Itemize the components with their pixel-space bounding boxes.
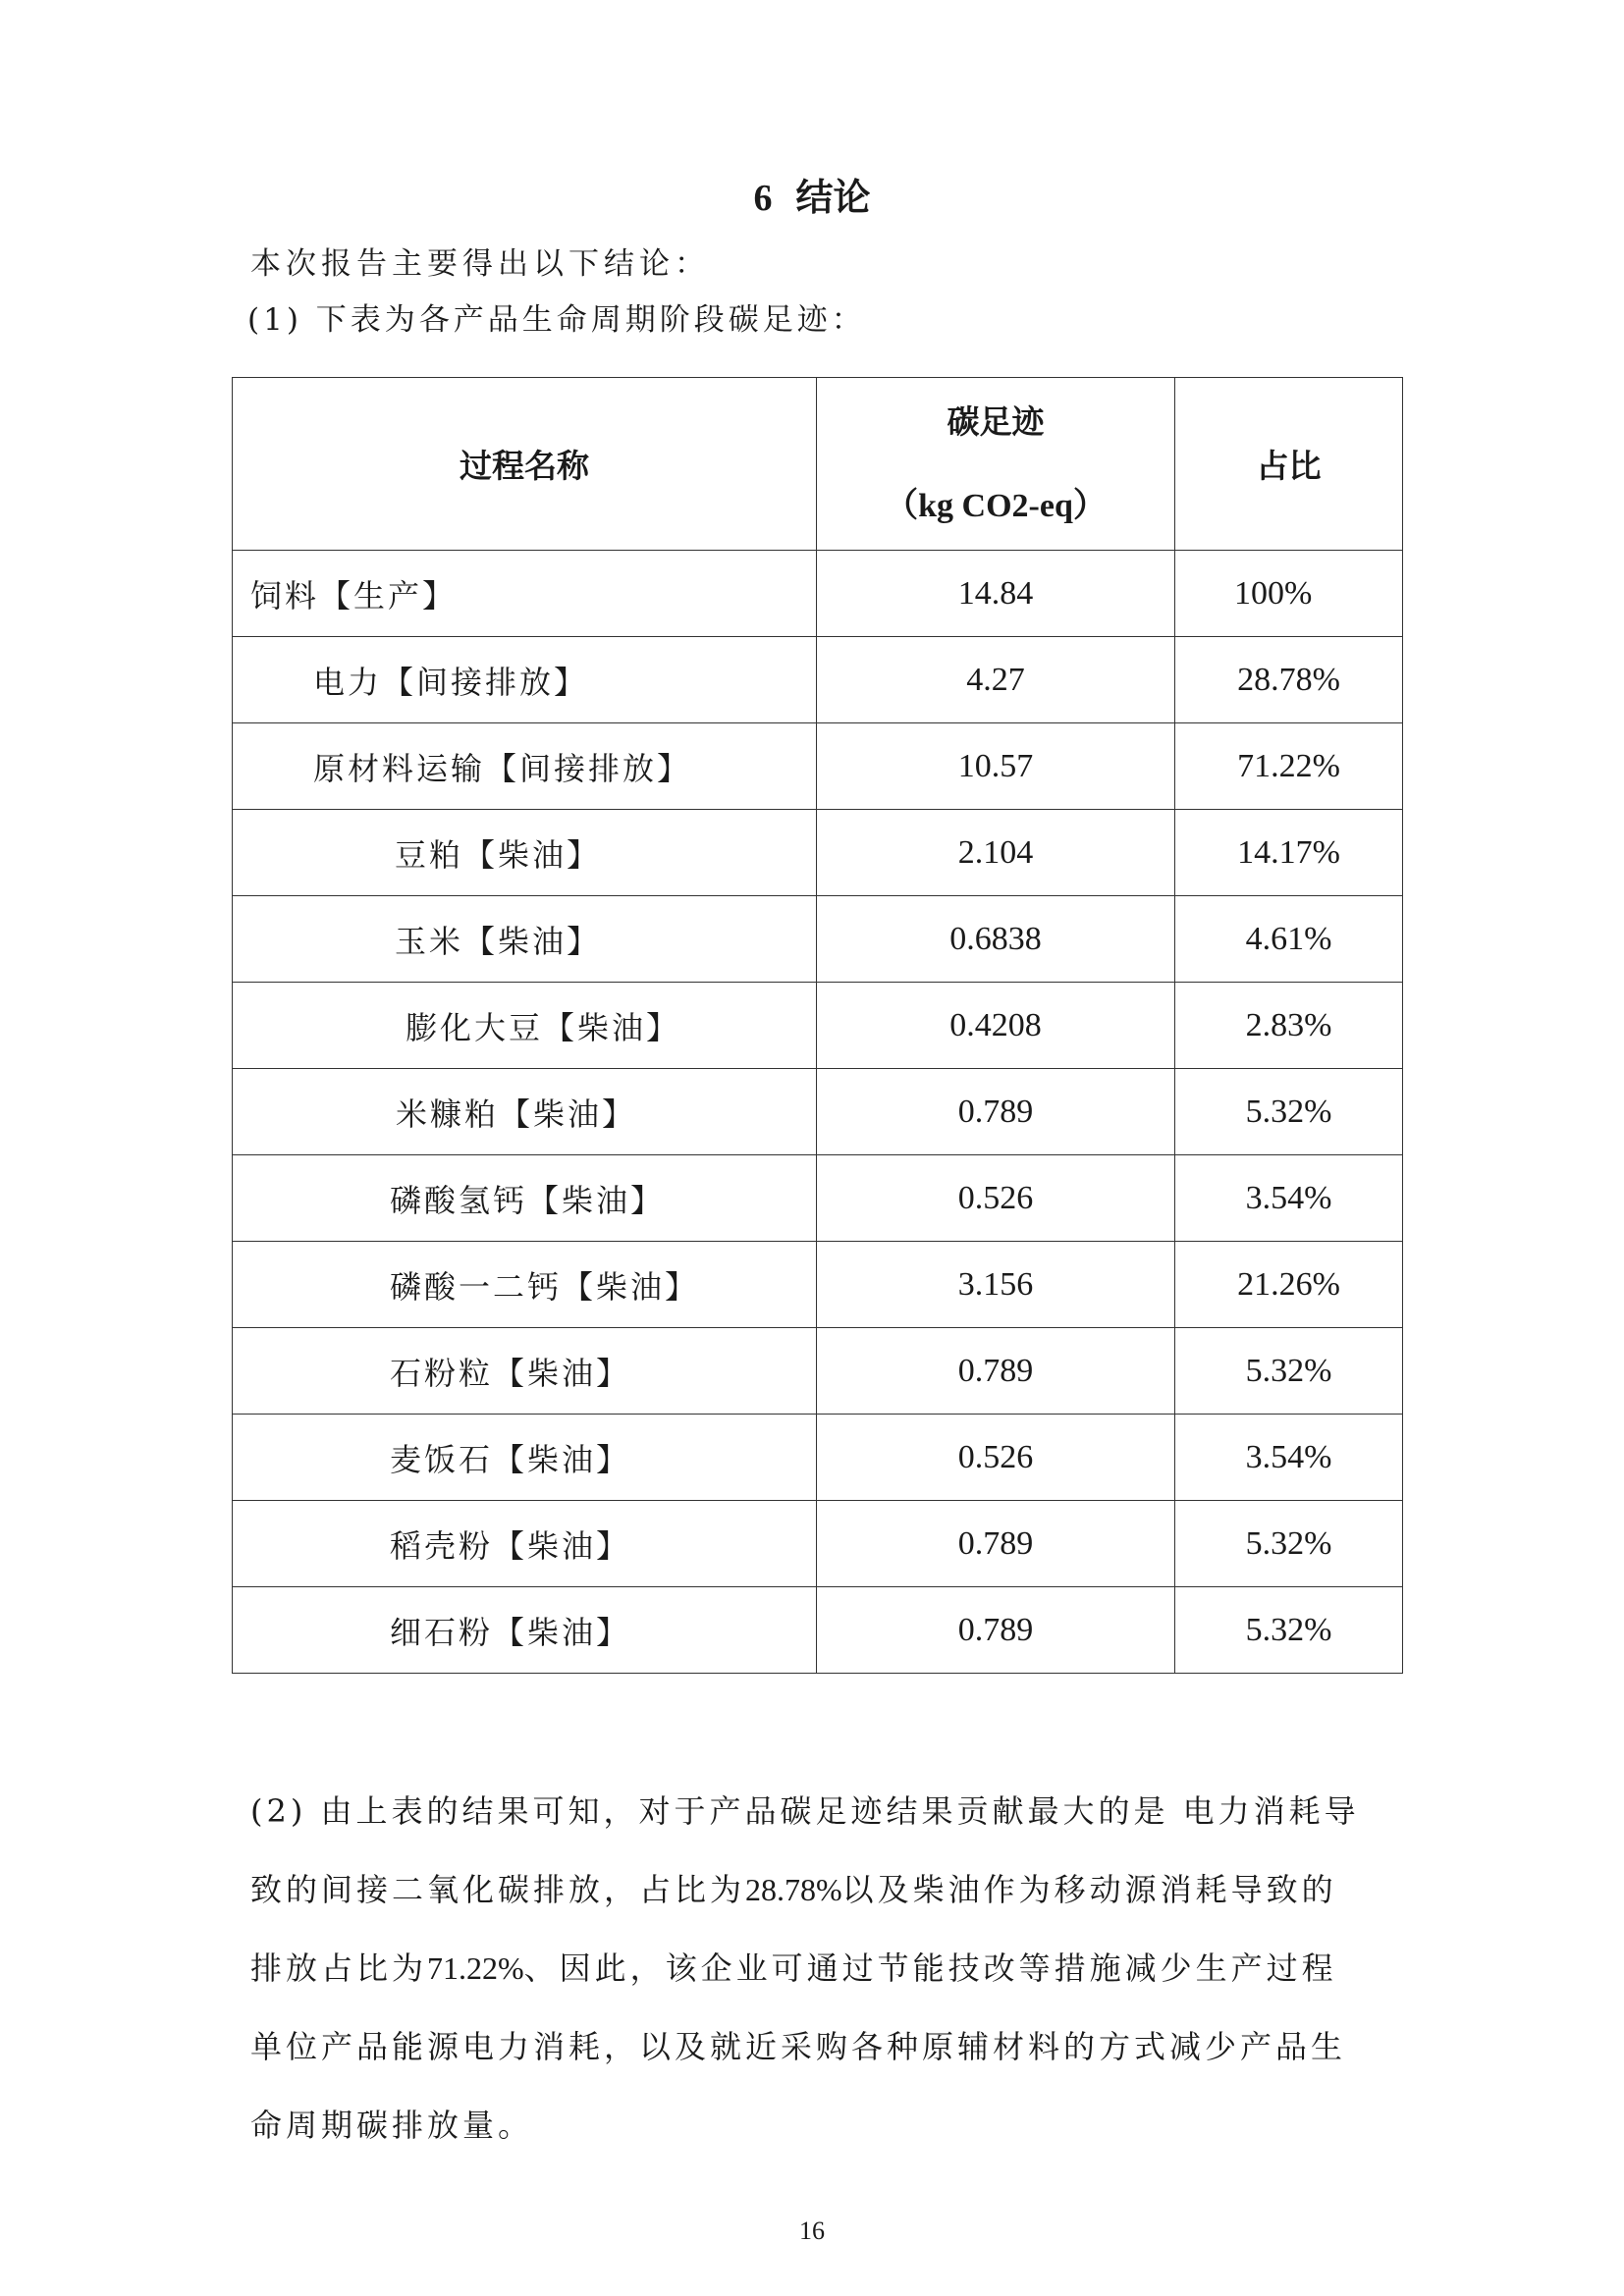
table-row	[233, 896, 1403, 983]
row-process-name: 米糠粕【柴油】	[233, 1069, 817, 1155]
row-share: 5.32%	[1175, 1501, 1403, 1587]
table-row	[233, 637, 1403, 723]
row-carbon-value: 0.4208	[817, 983, 1175, 1069]
table-row	[233, 1242, 1403, 1328]
row-carbon-value: 0.789	[817, 1587, 1175, 1674]
table-row	[233, 723, 1403, 810]
row-share: 5.32%	[1175, 1328, 1403, 1415]
table-row	[233, 551, 1403, 637]
row-process-name: 磷酸氢钙【柴油】	[233, 1155, 817, 1242]
row-share: 71.22%	[1175, 723, 1403, 810]
row-process-name: 石粉粒【柴油】	[233, 1328, 817, 1415]
row-share: 3.54%	[1175, 1155, 1403, 1242]
table-row	[233, 1587, 1403, 1674]
header-carbon-footprint	[817, 378, 1175, 551]
conclusion-percent-transport: 71.22%	[427, 1950, 524, 1986]
row-carbon-value: 0.789	[817, 1069, 1175, 1155]
row-process-name: 原材料运输【间接排放】	[233, 723, 817, 810]
conclusion-text-part3: 、因此，该企业可通过节能技改等措施减少生产过程单位产品能源电力消耗，以及就近采购各种原辅材料的方式减少产品生命周期碳排放量。	[250, 1949, 1347, 2144]
table-row	[233, 1069, 1403, 1155]
row-carbon-value: 0.526	[817, 1155, 1175, 1242]
table-header-row	[233, 378, 1403, 551]
section-heading: 结论	[795, 176, 871, 219]
table-row	[233, 983, 1403, 1069]
header-carbon-footprint-label: 碳足迹	[947, 401, 1045, 441]
row-share: 5.32%	[1175, 1069, 1403, 1155]
row-share: 2.83%	[1175, 983, 1403, 1069]
row-process-name: 磷酸一二钙【柴油】	[233, 1242, 817, 1328]
row-process-name: 细石粉【柴油】	[233, 1587, 817, 1674]
row-carbon-value: 0.789	[817, 1328, 1175, 1415]
row-process-name: 膨化大豆【柴油】	[233, 983, 817, 1069]
page-number: 16	[799, 2216, 825, 2245]
row-carbon-value: 0.526	[817, 1415, 1175, 1501]
row-share: 28.78%	[1175, 637, 1403, 723]
conclusion-paragraph	[250, 1772, 1360, 2164]
section-number: 6	[753, 178, 773, 219]
row-carbon-value: 0.6838	[817, 896, 1175, 983]
row-share: 5.32%	[1175, 1587, 1403, 1674]
row-carbon-value: 0.789	[817, 1501, 1175, 1587]
section-title	[0, 167, 1624, 221]
row-carbon-value: 3.156	[817, 1242, 1175, 1328]
conclusion-text-part1: (2) 由上表的结果可知，对于产品碳足迹结果贡献最大的是 电力消耗导致的间接二氧化碳排放，占比为	[250, 1792, 1360, 1908]
row-carbon-value: 10.57	[817, 723, 1175, 810]
row-process-name: 稻壳粉【柴油】	[233, 1501, 817, 1587]
header-share: 占比	[1175, 378, 1403, 551]
table-row	[233, 810, 1403, 896]
table-row	[233, 1155, 1403, 1242]
row-share: 21.26%	[1175, 1242, 1403, 1328]
row-process-name: 电力【间接排放】	[233, 637, 817, 723]
row-share: 4.61%	[1175, 896, 1403, 983]
carbon-footprint-table	[232, 377, 1403, 1674]
row-share: 3.54%	[1175, 1415, 1403, 1501]
intro-text: 本次报告主要得出以下结论：	[250, 246, 710, 282]
table-row	[233, 1415, 1403, 1501]
header-process-name: 过程名称	[233, 378, 817, 551]
row-process-name: 玉米【柴油】	[233, 896, 817, 983]
table-row	[233, 1328, 1403, 1415]
row-carbon-value: 4.27	[817, 637, 1175, 723]
row-process-name: 麦饭石【柴油】	[233, 1415, 817, 1501]
row-carbon-value: 2.104	[817, 810, 1175, 896]
row-share: 100%	[1175, 551, 1403, 637]
table-row	[233, 1501, 1403, 1587]
conclusion-text-part2: 以及柴油作为移动源消耗导致的排放占比为	[250, 1871, 1337, 1987]
row-process-name: 饲料【生产】	[233, 551, 817, 637]
row-carbon-value: 14.84	[817, 551, 1175, 637]
row-share: 14.17%	[1175, 810, 1403, 896]
row-process-name: 豆粕【柴油】	[233, 810, 817, 896]
table-caption: (1) 下表为各产品生命周期阶段碳足迹：	[247, 302, 866, 338]
conclusion-percent-electricity: 28.78%	[745, 1872, 842, 1907]
header-carbon-footprint-unit: （kg CO2-eq）	[885, 487, 1107, 524]
